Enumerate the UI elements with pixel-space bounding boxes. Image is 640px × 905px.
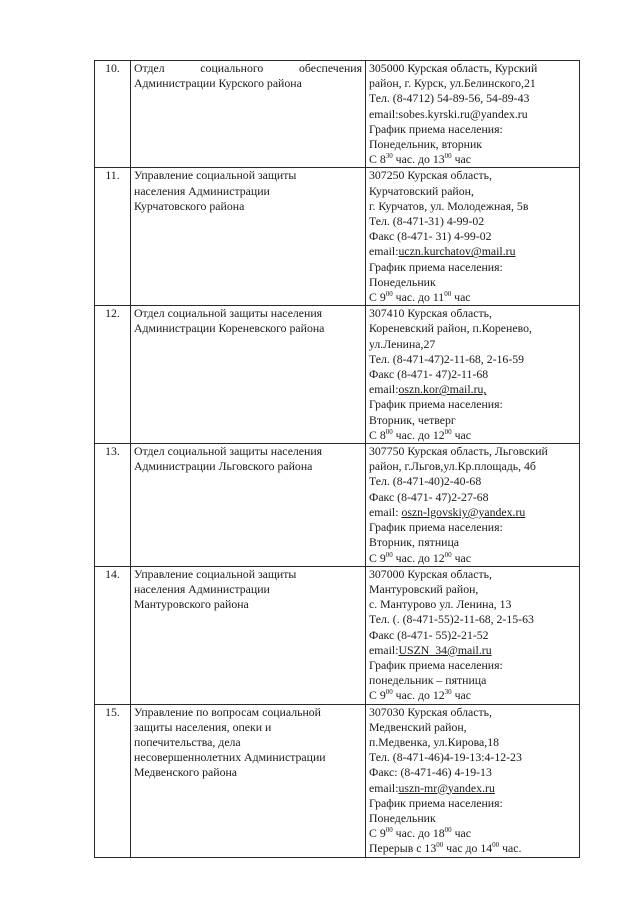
schedule-label: График приема населения:: [369, 520, 503, 535]
department-name-line: несовершеннолетних Администрации: [134, 750, 326, 765]
address-line: район, г.Льгов,ул.Кр.площадь, 4б: [369, 459, 536, 474]
reception-hours-from: С 9: [369, 688, 386, 703]
address-line: Тел. (8-4712) 54-89-56, 54-89-43: [369, 91, 530, 106]
email-address: sobes.kyrski.ru@yandex.ru: [398, 106, 528, 121]
address-line: Тел. (8-471-46)4-19-13:4-12-23: [369, 750, 522, 765]
reception-days: Понедельник: [369, 810, 436, 825]
table-row: [95, 566, 580, 704]
department-name-line: Отдел социального обеспечения: [134, 61, 362, 75]
email-line: [369, 781, 576, 796]
department-name: [131, 566, 366, 704]
address-line: Факс (8-471- 31) 4-99-02: [369, 229, 492, 244]
email-label: email:: [369, 780, 399, 795]
email-address: USZN_34@mail.ru: [398, 642, 492, 657]
address-line: Факс (8-471- 55)2-21-52: [369, 627, 489, 642]
reception-hours-suffix: час: [451, 427, 471, 442]
break-hours-from: Перерыв с 13: [369, 841, 437, 856]
reception-hours-suffix: час: [451, 826, 471, 841]
row-number: 11.: [95, 168, 131, 306]
reception-hours-until: час. до 12: [392, 550, 445, 565]
email-line: [369, 107, 576, 122]
reception-hours-from: С 9: [369, 550, 386, 565]
table-row: [95, 61, 580, 168]
address-line: с. Мантурово ул. Ленина, 13: [369, 597, 512, 612]
contact-details: [366, 306, 580, 444]
reception-hours-suffix: час: [451, 290, 471, 305]
department-name: [131, 61, 366, 168]
reception-hours-from-minutes: 00: [385, 427, 393, 436]
row-number: 12.: [95, 306, 131, 444]
break-hours-suffix: час.: [499, 841, 522, 856]
row-number: 15.: [95, 704, 131, 857]
reception-hours-line: [369, 551, 576, 566]
address-line: Кореневский район, п.Коренево,: [369, 321, 532, 336]
email-label: email:: [369, 244, 399, 259]
contact-details: [366, 704, 580, 857]
email-address: oszn-lgovskiy@yandex.ru: [401, 504, 526, 519]
reception-hours-from: С 8: [369, 152, 386, 167]
reception-hours-until: час. до 12: [392, 427, 445, 442]
department-name-line: Управление по вопросам социальной: [134, 704, 321, 719]
reception-hours-to-minutes: 00: [444, 550, 452, 559]
address-line: Мантуровский район,: [369, 581, 479, 596]
reception-hours-from-minutes: 00: [385, 550, 393, 559]
address-line: Факс (8-471- 47)2-11-68: [369, 367, 489, 382]
reception-hours-from: С 9: [369, 826, 386, 841]
department-name: [131, 704, 366, 857]
address-line: 305000 Курская область, Курский: [369, 61, 538, 75]
address-line: 307250 Курская область,: [369, 168, 492, 183]
department-name-line: населения Администрации: [134, 581, 270, 596]
department-name-line: Отдел социальной защиты населения: [134, 306, 323, 321]
reception-hours-suffix: час: [451, 550, 471, 565]
address-line: Факс (8-471- 47)2-27-68: [369, 489, 489, 504]
address-line: 307030 Курская область,: [369, 704, 492, 719]
email-label: email:: [369, 504, 402, 519]
email-line: [369, 643, 576, 658]
schedule-label: График приема населения:: [369, 259, 503, 274]
address-line: Факс: (8-471-46) 4-19-13: [369, 765, 492, 780]
reception-hours-line: [369, 428, 576, 443]
break-hours-from-minutes: 00: [436, 841, 444, 850]
reception-hours-until: час. до 13: [392, 152, 445, 167]
department-name-line: Управление социальной защиты: [134, 168, 297, 183]
department-name-line: Мантуровского района: [134, 597, 249, 612]
contact-details: [366, 61, 580, 168]
offices-table: [94, 60, 580, 858]
email-label: email:: [369, 382, 399, 397]
reception-hours-from-minutes: 00: [385, 688, 393, 697]
email-line: [369, 244, 576, 259]
reception-hours-to-minutes: 00: [444, 427, 452, 436]
address-line: Тел. (. (8-471-55)2-11-68, 2-15-63: [369, 612, 534, 627]
break-hours-until: час до 14: [443, 841, 493, 856]
reception-days: Понедельник, вторник: [369, 137, 483, 152]
department-name: [131, 444, 366, 567]
email-address: oszn.kor@mail.ru,: [398, 382, 487, 397]
reception-hours-from: С 8: [369, 427, 386, 442]
address-line: 307000 Курская область,: [369, 566, 492, 581]
reception-hours-from: С 9: [369, 290, 386, 305]
reception-days: Понедельник: [369, 274, 436, 289]
schedule-label: График приема населения:: [369, 795, 503, 810]
email-label: email:: [369, 106, 399, 121]
row-number: 13.: [95, 444, 131, 567]
department-name-line: Отдел социальной защиты населения: [134, 444, 323, 459]
reception-days: Вторник, пятница: [369, 535, 459, 550]
reception-hours-until: час. до 18: [392, 826, 445, 841]
address-line: ул.Ленина,27: [369, 336, 436, 351]
break-hours-to-minutes: 00: [492, 841, 500, 850]
reception-hours-to-minutes: 00: [444, 826, 452, 835]
offices-table-body: [95, 61, 580, 858]
email-address: uczn.kurchatov@mail.ru: [398, 244, 516, 259]
reception-hours-until: час. до 12: [392, 688, 445, 703]
table-row: [95, 444, 580, 567]
department-name: [131, 306, 366, 444]
row-number: 10.: [95, 61, 131, 168]
department-name-line: Курчатовского района: [134, 198, 245, 213]
schedule-label: График приема населения:: [369, 657, 503, 672]
break-hours-line: [369, 841, 576, 856]
department-name-line: Управление социальной защиты: [134, 566, 297, 581]
department-name-line: Администрации Льговского района: [134, 459, 313, 474]
department-name-line: Администрации Кореневского района: [134, 321, 325, 336]
address-line: Тел. (8-471-31) 4-99-02: [369, 214, 485, 229]
reception-days: Вторник, четверг: [369, 412, 456, 427]
schedule-label: График приема населения:: [369, 121, 503, 136]
reception-hours-to-minutes: 30: [444, 688, 452, 697]
reception-hours-suffix: час: [451, 688, 471, 703]
table-row: [95, 704, 580, 857]
contact-details: [366, 444, 580, 567]
email-address: uszn-mr@yandex.ru: [398, 780, 495, 795]
reception-hours-line: [369, 688, 576, 703]
department-name-line: защиты населения, опеки и: [134, 719, 272, 734]
reception-hours-suffix: час: [451, 152, 471, 167]
department-name: [131, 168, 366, 306]
reception-hours-to-minutes: 00: [444, 152, 452, 161]
reception-hours-from-minutes: 30: [385, 152, 393, 161]
table-row: [95, 168, 580, 306]
schedule-label: График приема населения:: [369, 397, 503, 412]
reception-hours-to-minutes: 00: [444, 290, 452, 299]
contact-details: [366, 168, 580, 306]
email-label: email:: [369, 642, 399, 657]
contact-details: [366, 566, 580, 704]
reception-hours-from-minutes: 00: [385, 290, 393, 299]
address-line: Тел. (8-471-47)2-11-68, 2-16-59: [369, 351, 525, 366]
address-line: район, г. Курск, ул.Белинского,21: [369, 76, 536, 91]
address-line: Курчатовский район,: [369, 183, 474, 198]
reception-hours-line: [369, 152, 576, 167]
address-line: 307410 Курская область,: [369, 306, 492, 321]
reception-hours-until: час. до 11: [392, 290, 445, 305]
row-number: 14.: [95, 566, 131, 704]
department-name-line: Медвенского района: [134, 765, 238, 780]
address-line: г. Курчатов, ул. Молодежная, 5в: [369, 198, 529, 213]
address-line: Тел. (8-471-40)2-40-68: [369, 474, 482, 489]
email-line: [369, 382, 576, 397]
address-line: Медвенский район,: [369, 719, 467, 734]
department-name-line: Администрации Курского района: [134, 76, 302, 91]
reception-hours-line: [369, 290, 576, 305]
department-name-line: попечительства, дела: [134, 734, 241, 749]
reception-hours-line: [369, 826, 576, 841]
address-line: п.Медвенка, ул.Кирова,18: [369, 734, 500, 749]
department-name-line: населения Администрации: [134, 183, 270, 198]
reception-hours-from-minutes: 00: [385, 826, 393, 835]
address-line: 307750 Курская область, Льговский: [369, 444, 548, 459]
table-row: [95, 306, 580, 444]
email-line: [369, 505, 576, 520]
reception-days: понедельник – пятница: [369, 673, 487, 688]
